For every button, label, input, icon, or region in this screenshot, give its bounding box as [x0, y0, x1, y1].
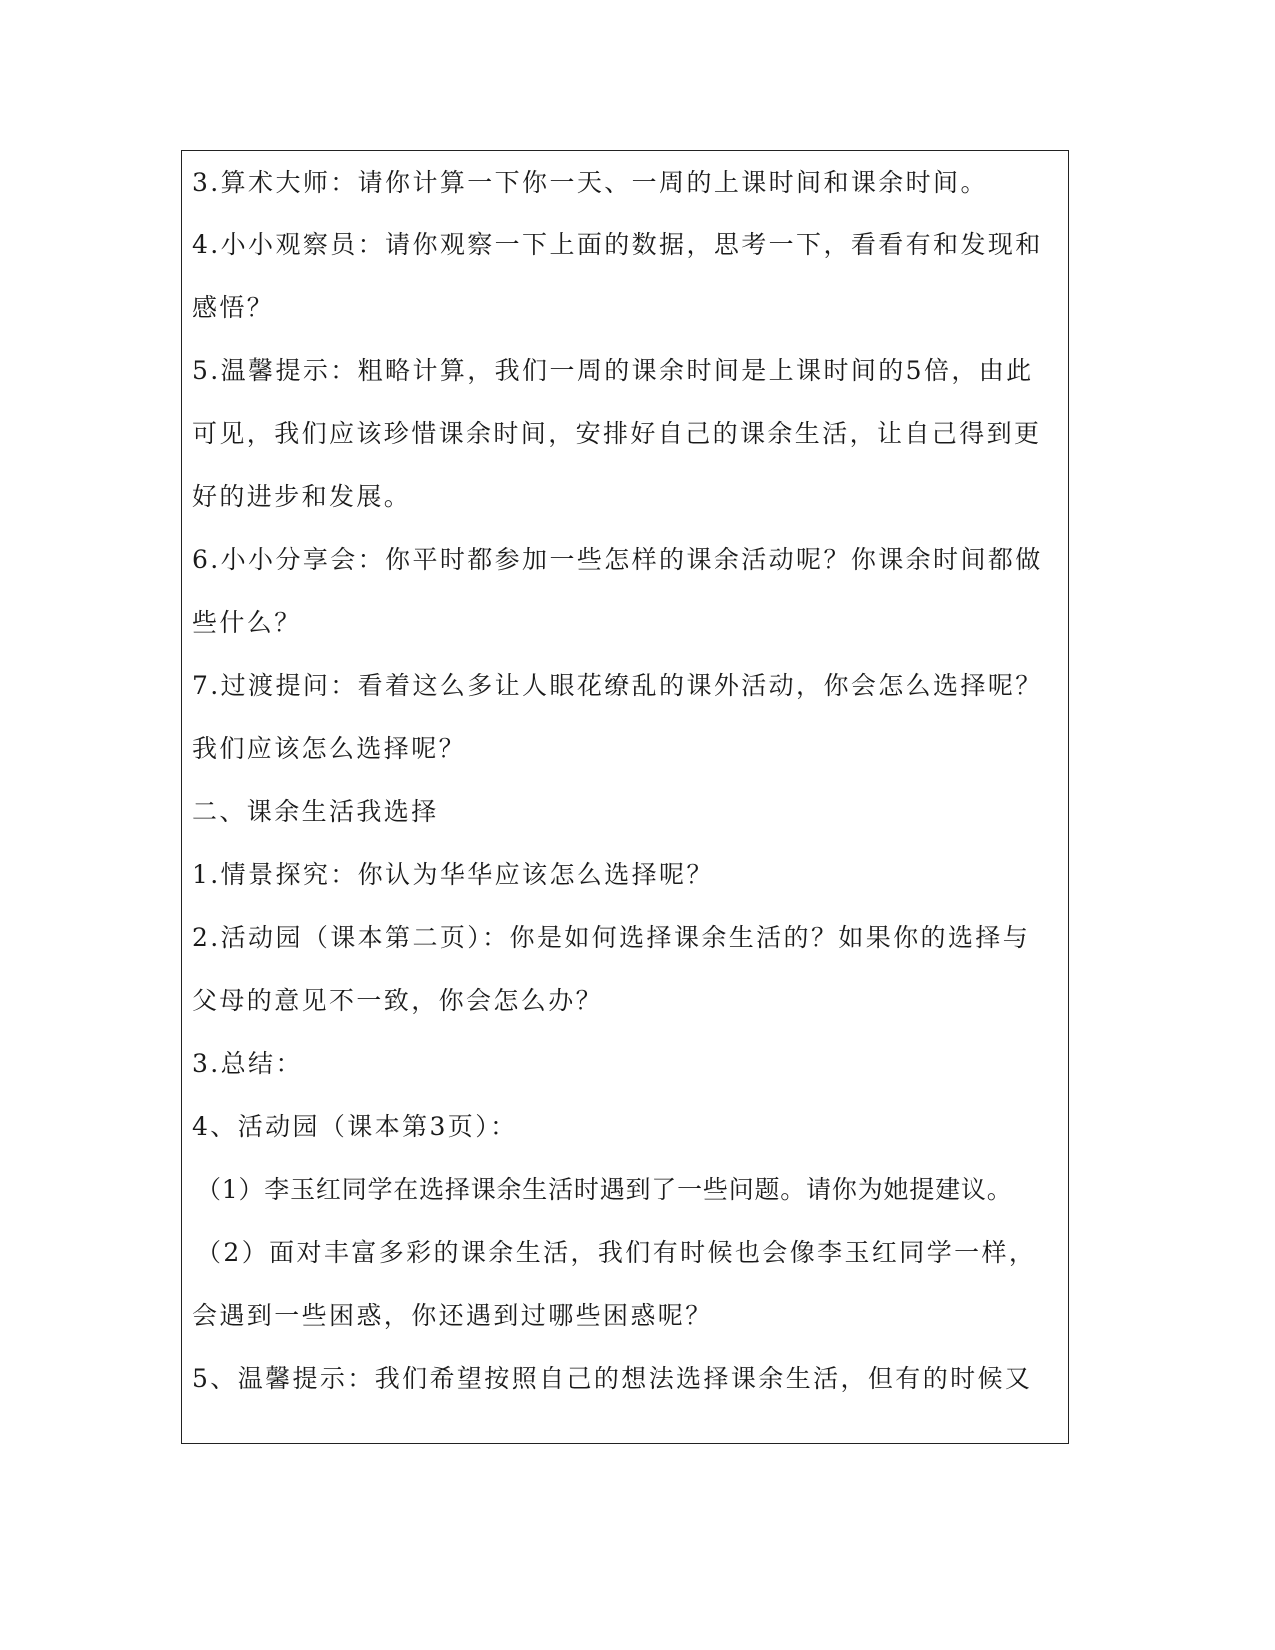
text-line-6: 好的进步和发展。 [192, 482, 412, 511]
text-line-7: 6.小小分享会：你平时都参加一些怎样的课余活动呢？你课余时间都做 [192, 545, 1043, 574]
text-line-19: 会遇到一些困惑，你还遇到过哪些困惑呢？ [192, 1301, 713, 1330]
text-line-13: 2.活动园（课本第二页）：你是如何选择课余生活的？如果你的选择与 [192, 923, 1031, 952]
text-line-12: 1.情景探究：你认为华华应该怎么选择呢？ [192, 860, 714, 889]
text-line-2: 4.小小观察员：请你观察一下上面的数据，思考一下，看看有和发现和 [192, 230, 1043, 259]
text-line-4: 5.温馨提示：粗略计算，我们一周的课余时间是上课时间的5倍，由此 [192, 356, 1034, 385]
text-line-11: 二、课余生活我选择 [192, 797, 439, 826]
text-line-3: 感悟？ [192, 293, 275, 322]
text-line-14: 父母的意见不一致，你会怎么办？ [192, 986, 604, 1015]
text-line-16: 4、活动园（课本第3页）： [192, 1112, 518, 1141]
text-line-1: 3.算术大师：请你计算一下你一天、一周的上课时间和课余时间。 [192, 168, 988, 197]
text-line-20: 5、温馨提示：我们希望按照自己的想法选择课余生活，但有的时候又 [192, 1364, 1033, 1393]
text-line-17: （1）李玉红同学在选择课余生活时遇到了一些问题。请你为她提建议。 [196, 1175, 1013, 1204]
text-line-15: 3.总结： [192, 1049, 303, 1078]
text-line-9: 7.过渡提问：看着这么多让人眼花缭乱的课外活动，你会怎么选择呢？ [192, 671, 1043, 700]
text-line-8: 些什么？ [192, 608, 302, 637]
text-line-5: 可见，我们应该珍惜课余时间，安排好自己的课余生活，让自己得到更 [192, 419, 1042, 448]
text-line-10: 我们应该怎么选择呢？ [192, 734, 467, 763]
text-line-18: （2）面对丰富多彩的课余生活，我们有时候也会像李玉红同学一样， [196, 1238, 1037, 1267]
